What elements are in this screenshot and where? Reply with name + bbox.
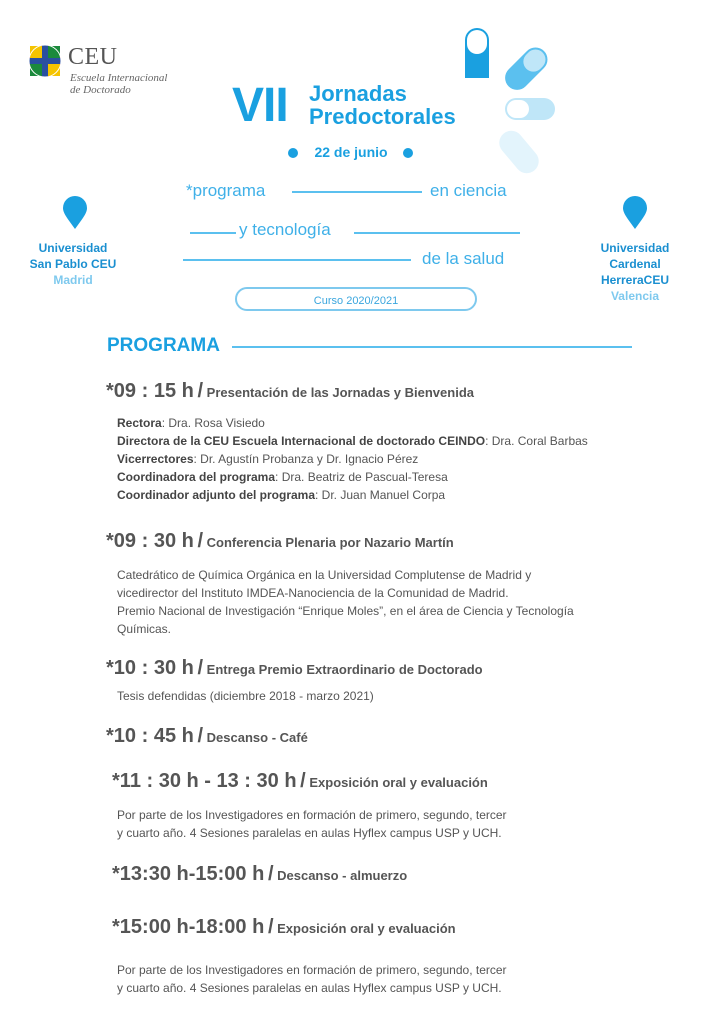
person-name: : Dr. Agustín Probanza y Dr. Ignacio Pérez [193,452,419,466]
tagline-en-ciencia: en ciencia [430,181,507,200]
body-line: y cuarto año. 4 Sesiones paralelas en aulas Hyflex campus USP y UCH. [117,826,502,840]
programa-heading: PROGRAMA [107,335,220,356]
university-left-line1: Universidad [38,241,108,255]
university-right-city: Valencia [610,289,660,303]
item-time: 11 : 30 h - 13 : 30 h [119,770,297,792]
people-row [117,450,588,468]
body-line: Catedrático de Química Orgánica en la Universidad Complutense de Madrid y [117,568,532,582]
body-line: Químicas. [117,622,172,636]
slash-separator: / [197,530,204,552]
person-role: Coordinador adjunto del programa [117,488,316,502]
university-right-line2: Cardenal HerreraCEU [600,257,670,287]
slash-separator: / [197,380,204,402]
schedule-item-1-header [106,380,474,403]
body-line: vicedirector del Instituto IMDEA-Nanociencia de la Comunidad de Madrid. [117,586,509,600]
item-title: Exposición oral y evaluación [277,921,456,936]
event-date: 22 de junio [314,144,388,160]
body-line: Por parte de los Investigadores en formación de primero, segundo, tercer [117,808,507,822]
slash-separator: / [197,657,204,679]
people-row [117,468,588,486]
schedule-item-5-body [117,806,507,842]
tagline-de-la-salud: de la salud [422,249,505,268]
item-time: 09 : 30 h [113,530,194,552]
slash-separator: / [267,863,274,885]
person-role: Coordinadora del programa [117,470,276,484]
location-pin-icon [621,196,649,230]
schedule-item-4-header [106,725,308,748]
schedule-item-7-body [117,961,507,997]
item-title: Conferencia Plenaria por Nazario Martín [206,535,454,550]
schedule-item-3-header [106,657,483,680]
university-left-line2: San Pablo CEU [29,257,117,271]
person-role: Rectora [117,416,162,430]
tagline-y-tecnologia: y tecnología [239,220,331,239]
schedule-item-3-body [117,687,374,705]
course-badge: Curso 2020/2021 [235,287,477,311]
item-time: 13:30 h-15:00 h [119,863,265,885]
bullet-asterisk: * [106,657,114,679]
bullet-asterisk: * [106,380,114,402]
schedule-item-1-body [117,414,588,504]
schedule-item-2-body [117,566,574,638]
item-time: 10 : 30 h [113,657,194,679]
logo-subtitle-line1: Escuela Internacional [70,72,168,84]
people-row [117,486,588,504]
body-line: y cuarto año. 4 Sesiones paralelas en aulas Hyflex campus USP y UCH. [117,981,502,995]
tagline-rule-2b [354,232,520,234]
logo-subtitle [70,72,167,96]
item-title: Presentación de las Jornadas y Bienvenida [206,385,474,400]
people-row [117,414,588,432]
slash-separator: / [267,916,274,938]
university-left-city: Madrid [53,273,93,287]
item-title: Descanso - Café [206,730,308,745]
date-dot-right [403,148,413,158]
item-time: 10 : 45 h [113,725,194,747]
slash-separator: / [197,725,204,747]
university-left [13,240,133,288]
person-name: : Dra. Coral Barbas [485,434,588,448]
slash-separator: / [300,770,306,792]
people-row [117,432,588,450]
title-roman: VII [232,79,288,132]
body-line: Por parte de los Investigadores en formación de primero, segundo, tercer [117,963,507,977]
person-role: Directora de la CEU Escuela Internacional de doctorado CEINDO [117,434,486,448]
person-role: Vicerrectores [117,452,194,466]
schedule-item-2-header [106,530,454,553]
item-title: Entrega Premio Extraordinario de Doctorado [206,662,483,677]
bullet-asterisk: * [106,725,114,747]
schedule-item-5-header [112,770,488,793]
item-title: Descanso - almuerzo [277,868,408,883]
schedule-item-6-header [112,863,407,886]
title-text [309,82,456,128]
university-right-line1: Universidad [600,241,670,255]
bullet-asterisk: * [112,770,120,792]
university-right [575,240,695,304]
tagline-rule-1 [292,191,422,193]
bullet-asterisk: * [112,916,120,938]
logo-name: CEU [68,44,118,70]
item-title: Exposición oral y evaluación [309,775,488,790]
person-name: : Dra. Rosa Visiedo [161,416,265,430]
title-line2: Predoctorales [309,104,456,129]
location-pin-icon [61,196,89,230]
title-line1: Jornadas [309,81,407,106]
tagline-rule-3 [183,259,411,261]
programa-rule [232,346,632,348]
tagline-rule-2a [190,232,236,234]
schedule-item-7-header [112,916,456,939]
person-name: : Dra. Beatriz de Pascual-Teresa [275,470,448,484]
bullet-asterisk: * [106,530,114,552]
capsules-icon [455,24,565,184]
body-line: Premio Nacional de Investigación “Enrique Moles”, en el área de Ciencia y Tecnología [117,604,574,618]
tagline-programa: *programa [186,181,266,200]
item-time: 15:00 h-18:00 h [119,916,265,938]
ceu-logo-icon [28,44,62,78]
person-name: : Dr. Juan Manuel Corpa [315,488,446,502]
bullet-asterisk: * [112,863,120,885]
body-line: Tesis defendidas (diciembre 2018 - marzo 2021) [117,689,374,703]
logo-subtitle-line2: de Doctorado [70,84,131,96]
item-time: 09 : 15 h [113,380,194,402]
